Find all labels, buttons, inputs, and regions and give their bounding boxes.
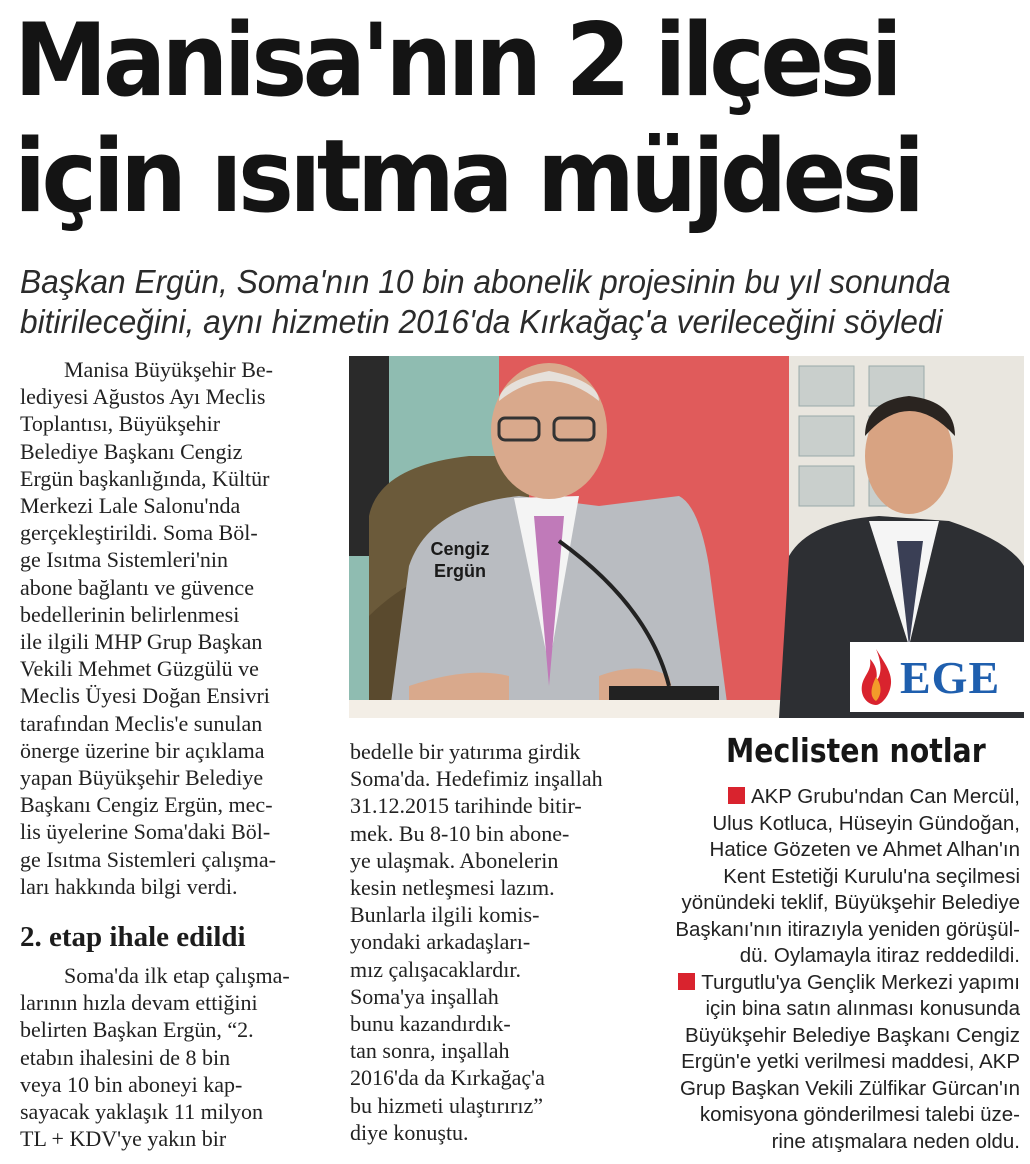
note-item-2-line	[620, 970, 1020, 997]
note-item-2-line: komisyona gönderilmesi talebi üze-	[699, 1103, 1020, 1126]
text-line: Toplantısı, Büyükşehir	[20, 411, 221, 437]
section-subhead: 2. etap ihale edildi	[20, 921, 246, 953]
text-line: Soma'da ilk etap çalışma-	[64, 963, 290, 988]
text-line: abone bağlantı ve güvence	[20, 574, 254, 600]
ege-logo-text: EGE	[900, 651, 1001, 703]
text-line: sayacak yaklaşık 11 milyon	[20, 1099, 263, 1125]
text-line: tan sonra, inşallah	[350, 1038, 510, 1064]
text-line: Merkezi Lale Salonu'nda	[20, 493, 241, 519]
deck-line-2: bitirileceğini, aynı hizmetin 2016'da Kırkağaç'a verileceğini söyledi	[20, 303, 943, 340]
text-line: ge Isıtma Sistemleri çalışma-	[20, 846, 276, 872]
text-line: kesin netleşmesi lazım.	[350, 875, 555, 901]
text-line: ye ulaşmak. Abonelerin	[350, 847, 559, 873]
flame-icon	[856, 647, 896, 707]
text-line: bedelle bir yatırıma girdik	[350, 739, 581, 764]
note-item-2-line: rine atışmalara neden oldu.	[771, 1129, 1020, 1153]
text-line: lediyesi Ağustos Ayı Meclis	[20, 384, 266, 410]
text-line: TL + KDV'ye yakın bir	[20, 1126, 227, 1152]
text-line: Başkanı Cengiz Ergün, mec-	[20, 792, 273, 818]
text-line: bunu kazandırdık-	[350, 1011, 511, 1037]
note-item-1-line: Ulus Kotluca, Hüseyin Gündoğan,	[712, 811, 1020, 835]
note-item-1-line: dü. Oylamayla itiraz reddedildi.	[739, 944, 1020, 967]
note-item-2-line: için bina satın alınması konusunda	[705, 997, 1020, 1020]
note-item-1-line: Başkanı'nın itirazıyla yeniden görüşül-	[675, 917, 1020, 941]
deck-subtitle	[20, 262, 990, 342]
text-line: Manisa Büyükşehir Be-	[64, 357, 273, 382]
text-line: bu hizmeti ulaştırırız”	[350, 1092, 544, 1118]
text-line: önerge üzerine bir açıklama	[20, 737, 265, 763]
caption-line-2: Ergün	[434, 561, 486, 581]
caption-line-1: Cengiz	[430, 539, 490, 559]
note-item-2-line: Grup Başkan Vekili Zülfikar Gürcan'ın	[679, 1076, 1020, 1100]
note-item-1-line: Kent Estetiği Kurulu'na seçilmesi	[723, 864, 1020, 888]
text-line: tarafından Meclis'e sunulan	[20, 710, 263, 736]
text-line: Ergün başkanlığında, Kültür	[20, 465, 270, 491]
text-line: Soma'ya inşallah	[350, 983, 499, 1009]
headline-line-2: için ısıtma müjdesi	[14, 117, 921, 235]
text-line: Belediye Başkanı Cengiz	[20, 438, 243, 464]
text-line: bedellerinin belirlenmesi	[20, 601, 240, 627]
text-line: mız çalışacaklardır.	[350, 956, 522, 982]
notes-box	[620, 784, 1020, 1155]
text-line: diye konuştu.	[350, 1119, 469, 1145]
text-line: 2016'da da Kırkağaç'a	[350, 1065, 545, 1091]
article-column-1-continued	[20, 962, 338, 1152]
headline-line-1: Manisa'nın 2 ilçesi	[14, 1, 899, 119]
article-column-1	[20, 356, 338, 900]
text-line: mek. Bu 8-10 bin abone-	[350, 820, 570, 846]
text-line: veya 10 bin aboneyi kap-	[20, 1071, 243, 1097]
text-line: etabın ihalesini de 8 bin	[20, 1044, 231, 1070]
notes-title: Meclisten notlar	[726, 731, 986, 770]
note-item-1-line	[620, 784, 1020, 811]
text-line: belirten Başkan Ergün, “2.	[20, 1017, 254, 1043]
ege-logo	[850, 642, 1028, 712]
text-line: gerçekleştirildi. Soma Böl-	[20, 520, 258, 546]
note-text: AKP Grubu'ndan Can Mercül,	[750, 785, 1020, 808]
text-line: yondaki arkadaşları-	[350, 929, 531, 955]
text-line: Vekili Mehmet Güzgülü ve	[20, 656, 259, 682]
note-item-1-line: yönündeki teklif, Büyükşehir Belediye	[681, 891, 1020, 914]
red-square-bullet-icon	[678, 973, 695, 990]
note-item-2-line: Ergün'e yetki verilmesi maddesi, AKP	[681, 1050, 1020, 1073]
text-line: ları hakkında bilgi verdi.	[20, 873, 238, 899]
note-text: Turgutlu'ya Gençlik Merkezi yapımı	[701, 970, 1020, 994]
red-square-bullet-icon	[728, 787, 745, 804]
headline	[14, 2, 949, 234]
text-line: lis üyelerine Soma'daki Böl-	[20, 819, 271, 845]
note-item-2-line: Büyükşehir Belediye Başkanı Cengiz	[684, 1023, 1020, 1047]
deck-line-1: Başkan Ergün, Soma'nın 10 bin abonelik projesinin bu yıl sonunda	[20, 263, 951, 300]
text-line: Meclis Üyesi Doğan Ensivri	[20, 683, 270, 709]
text-line: yapan Büyükşehir Belediye	[20, 765, 264, 791]
text-line: Bunlarla ilgili komis-	[350, 902, 540, 928]
text-line: ile ilgili MHP Grup Başkan	[20, 629, 263, 655]
article-column-2	[350, 738, 640, 1146]
text-line: 31.12.2015 tarihinde bitir-	[350, 793, 582, 819]
note-item-1-line: Hatice Gözeten ve Ahmet Alhan'ın	[709, 838, 1020, 861]
text-line: Soma'da. Hedefimiz inşallah	[350, 766, 603, 792]
text-line: ge Isıtma Sistemleri'nin	[20, 547, 229, 573]
photo-caption-name	[420, 538, 500, 582]
text-line: larının hızla devam ettiğini	[20, 990, 258, 1016]
